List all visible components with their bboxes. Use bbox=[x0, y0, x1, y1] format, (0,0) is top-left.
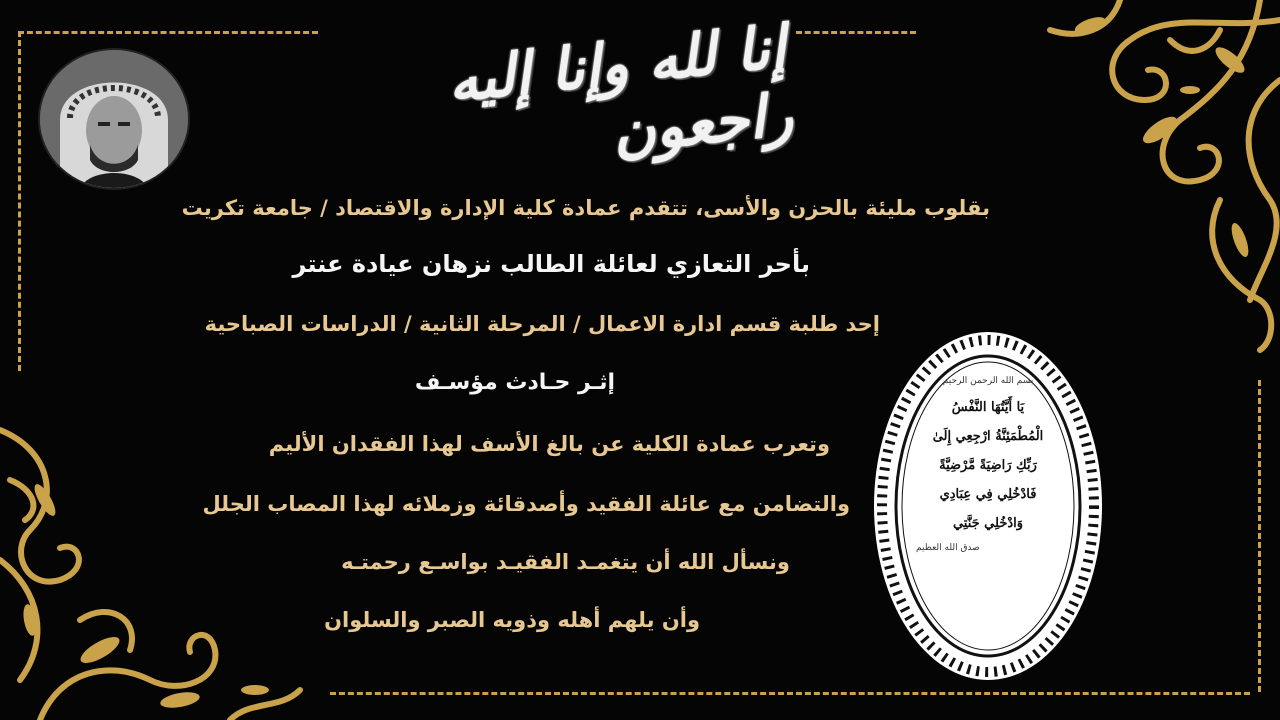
verse-line: الْمُطْمَئِنَّةُ ارْجِعِي إِلَىٰ bbox=[932, 429, 1044, 444]
verse-line: فَادْخُلِي فِي عِبَادِي bbox=[939, 487, 1037, 502]
deceased-portrait bbox=[40, 50, 188, 188]
frame-border-top-right bbox=[796, 31, 916, 34]
frame-border-top bbox=[18, 31, 318, 34]
message-line-5: وتعرب عمادة الكلية عن بالغ الأسف لهذا الفقدان الأليم bbox=[268, 432, 830, 456]
message-line-2: بأحر التعازي لعائلة الطالب نزهان عيادة عنتر bbox=[292, 250, 810, 278]
frame-border-left bbox=[18, 31, 21, 371]
message-line-7: ونسأل الله أن يتغمـد الفقيـد بواسـع رحمتـه bbox=[341, 550, 790, 574]
message-line-8: وأن يلهم أهله وذويه الصبر والسلوان bbox=[324, 608, 700, 632]
person-portrait-icon bbox=[40, 50, 188, 188]
calligraphy-title: إنا لله وإنا إليه راجعون bbox=[444, 12, 796, 167]
ornament-top-right-icon bbox=[920, 0, 1280, 360]
message-line-1: بقلوب مليئة بالحزن والأسى، تتقدم عمادة كلية الإدارة والاقتصاد / جامعة تكريت bbox=[181, 196, 990, 220]
message-line-3: إحد طلبة قسم ادارة الاعمال / المرحلة الثانية / الدراسات الصباحية bbox=[204, 312, 880, 336]
frame-border-bottom bbox=[330, 692, 1250, 695]
verse-closing: صدق الله العظيم bbox=[916, 543, 980, 553]
message-line-4: إثـر حـادث مؤسـف bbox=[414, 370, 616, 395]
verse-line: رَبِّكِ رَاضِيَةً مَّرْضِيَّةً bbox=[939, 458, 1037, 473]
quran-verse bbox=[916, 376, 1060, 636]
frame-border-right bbox=[1258, 380, 1261, 692]
verse-line: يَا أَيَّتُهَا النَّفْسُ bbox=[951, 400, 1025, 415]
quran-verse-frame bbox=[872, 330, 1104, 682]
verse-line: وَادْخُلِي جَنَّتِي bbox=[952, 516, 1024, 531]
basmala: بسم الله الرحمن الرحيم bbox=[942, 376, 1034, 386]
message-line-6: والتضامن مع عائلة الفقيد وأصدقائة وزملائه لهذا المصاب الجلل bbox=[202, 492, 850, 516]
